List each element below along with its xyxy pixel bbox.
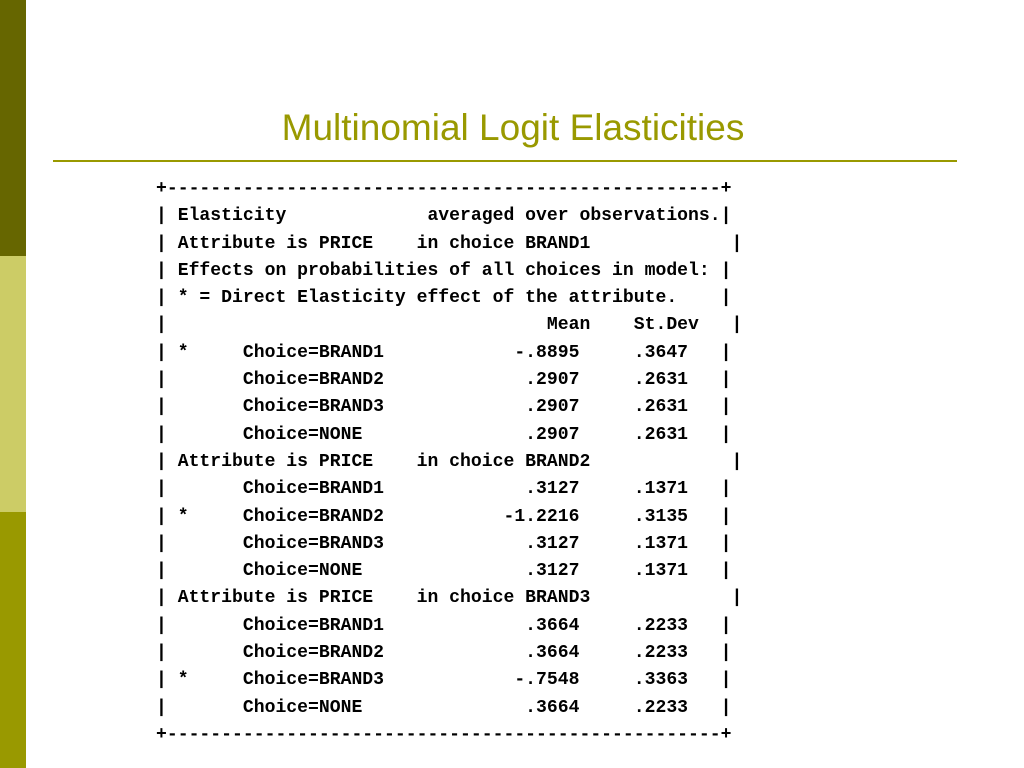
slide-title: Multinomial Logit Elasticities xyxy=(281,107,745,148)
sidebar-accent-bar xyxy=(0,0,26,768)
elasticity-output-block xyxy=(156,176,742,749)
sidebar-segment-bottom xyxy=(0,512,26,768)
output-row: | Choice=BRAND1 .3127 .1371 | xyxy=(156,479,732,500)
output-row: | Choice=BRAND3 .3127 .1371 | xyxy=(156,533,732,554)
output-row: | Choice=NONE .2907 .2631 | xyxy=(156,424,732,445)
output-border-bottom: +---------------------------------------------------+ xyxy=(156,724,732,745)
output-row: | Choice=NONE .3127 .1371 | xyxy=(156,561,732,582)
output-row: | Choice=BRAND2 .2907 .2631 | xyxy=(156,370,732,391)
output-column-header: | Mean St.Dev | xyxy=(156,315,743,336)
output-row: | Choice=BRAND2 .3664 .2233 | xyxy=(156,643,732,664)
sidebar-segment-middle xyxy=(0,256,26,512)
sidebar-segment-top xyxy=(0,0,26,256)
output-row: | Choice=NONE .3664 .2233 | xyxy=(156,697,732,718)
output-section-header: | Attribute is PRICE in choice BRAND3 | xyxy=(156,588,743,609)
title-divider xyxy=(53,160,957,162)
output-line: | * = Direct Elasticity effect of the attribute. | xyxy=(156,288,732,309)
output-row: | * Choice=BRAND1 -.8895 .3647 | xyxy=(156,342,732,363)
output-line: | Effects on probabilities of all choices in model: | xyxy=(156,260,732,281)
output-section-header: | Attribute is PRICE in choice BRAND2 | xyxy=(156,451,743,472)
output-row: | * Choice=BRAND2 -1.2216 .3135 | xyxy=(156,506,732,527)
output-line: | Attribute is PRICE in choice BRAND1 | xyxy=(156,233,743,254)
output-row: | * Choice=BRAND3 -.7548 .3363 | xyxy=(156,670,732,691)
output-line: | Elasticity averaged over observations.| xyxy=(156,206,732,227)
output-border-top: +---------------------------------------------------+ xyxy=(156,179,732,199)
output-row: | Choice=BRAND3 .2907 .2631 | xyxy=(156,397,732,418)
output-row: | Choice=BRAND1 .3664 .2233 | xyxy=(156,615,732,636)
